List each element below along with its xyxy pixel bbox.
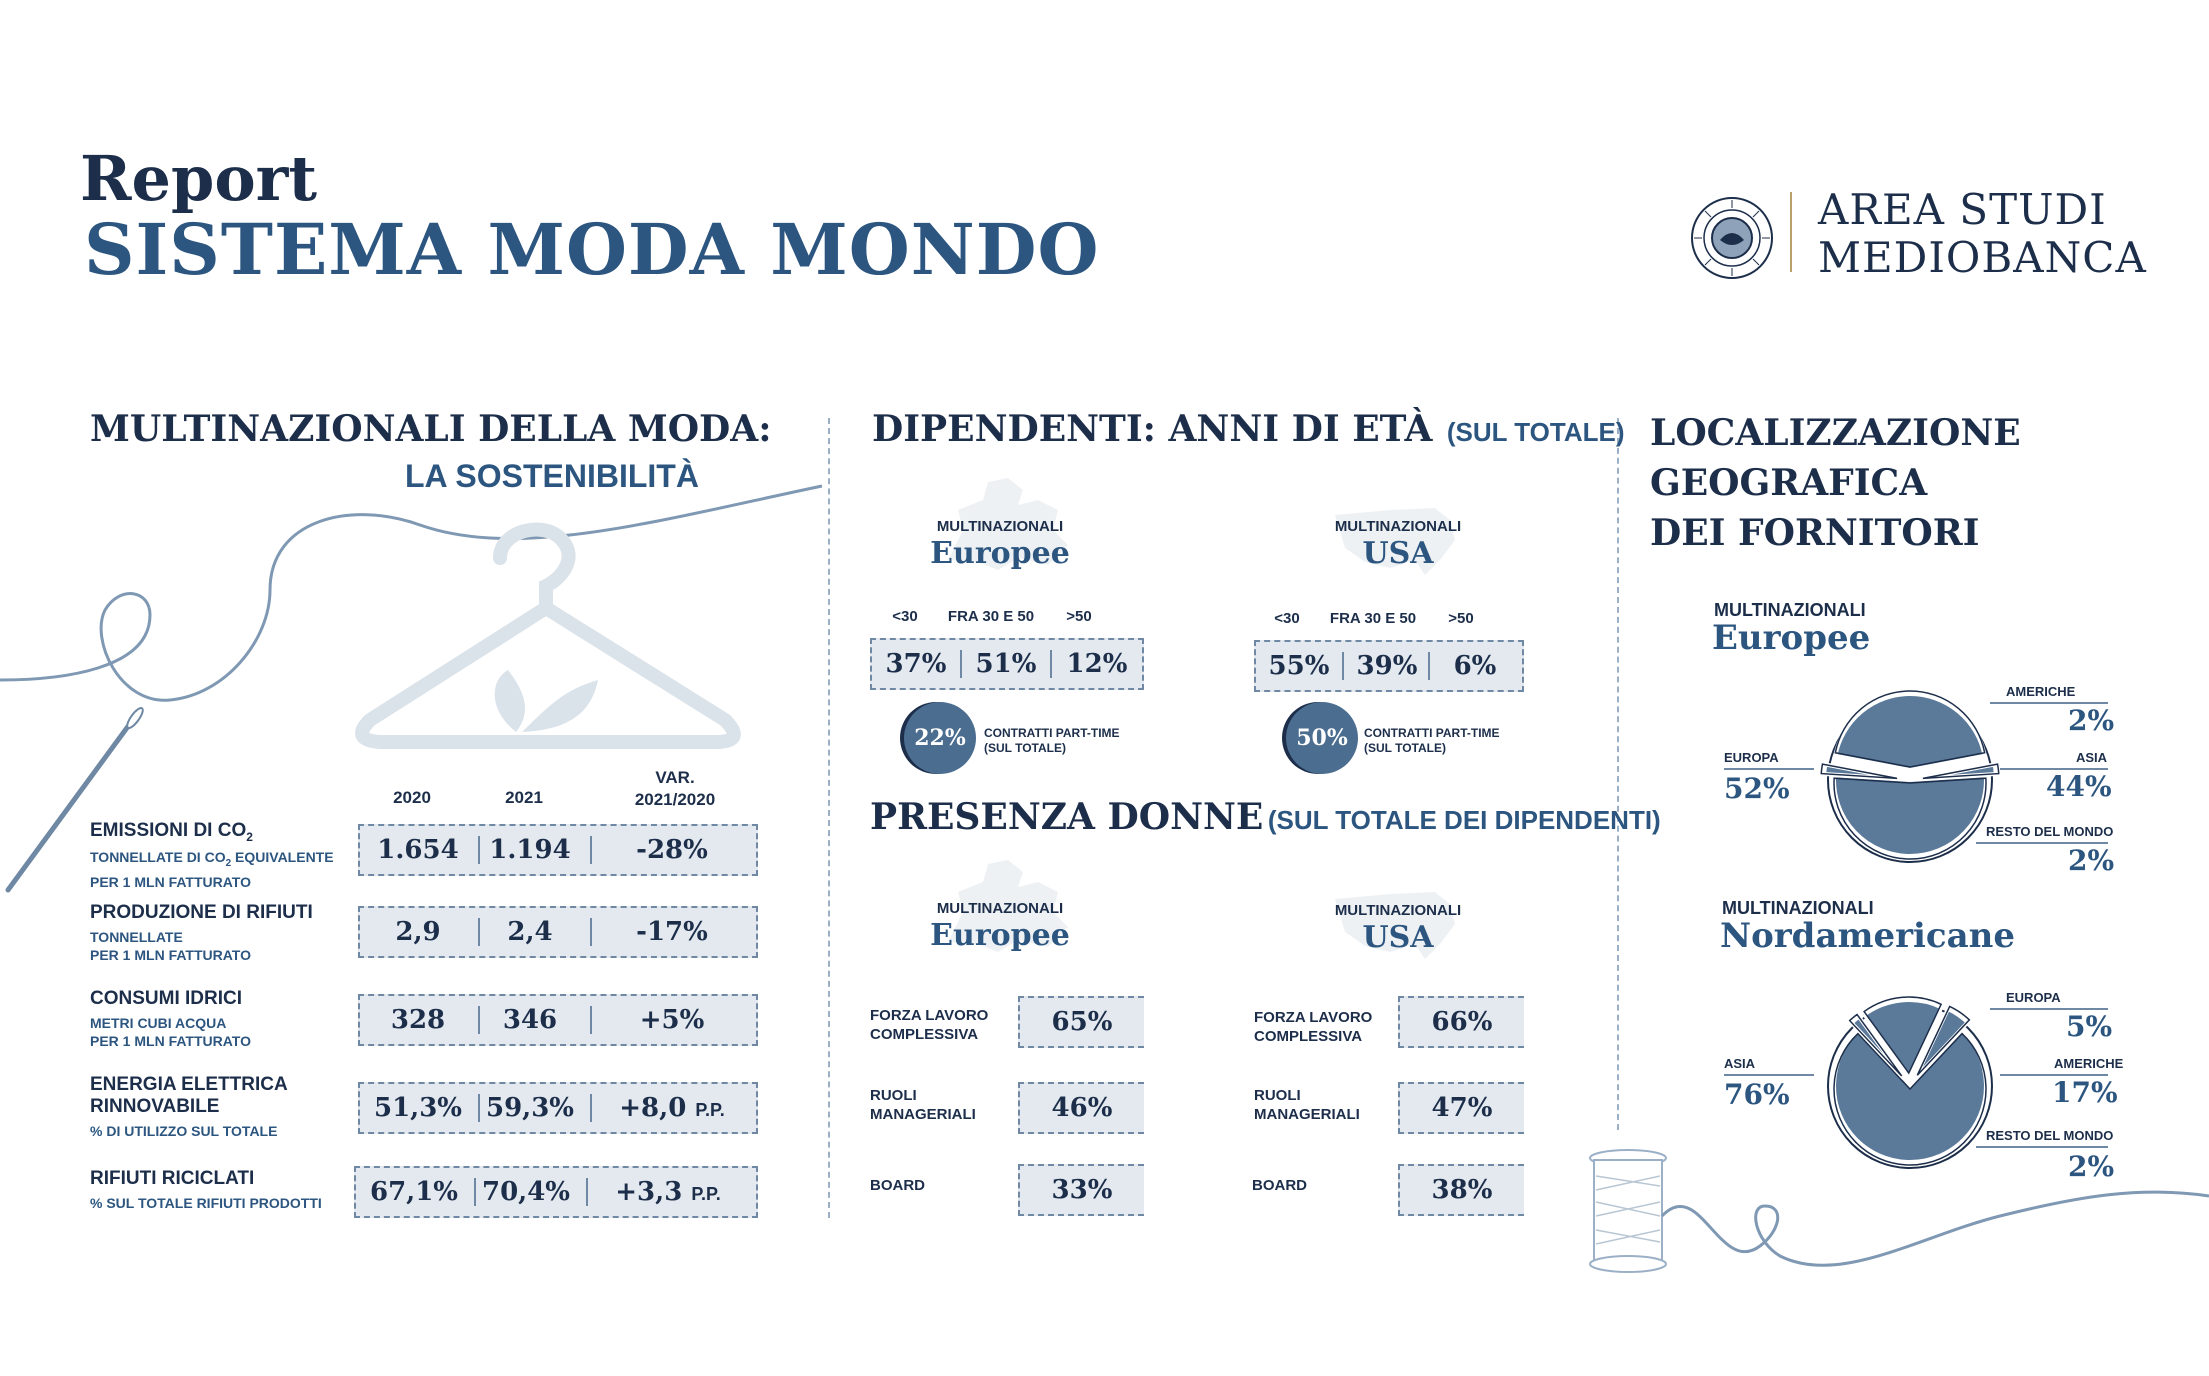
- value-2021: 346: [502, 1005, 558, 1035]
- group-prefix: MULTINAZIONALI: [1334, 518, 1462, 535]
- age-value-box: [870, 638, 1144, 690]
- value-box: [354, 1166, 758, 1218]
- row-label: PRODUZIONE DI RIFIUTI: [90, 902, 313, 923]
- workforce-value: 65%: [1018, 996, 1144, 1048]
- board-label: BOARD: [870, 1177, 925, 1194]
- workforce-value: 66%: [1398, 996, 1524, 1048]
- pie-chart-europee: [1820, 690, 2000, 870]
- brand-line-1: AREA STUDI: [1818, 185, 2107, 234]
- group-prefix: MULTINAZIONALI: [936, 900, 1064, 917]
- col-header-2021: 2021: [505, 788, 543, 807]
- part-time-badge: 50%: [1286, 702, 1358, 774]
- group-region-europe: Europee: [930, 918, 1070, 953]
- col-header-var-line1: VAR.: [655, 768, 695, 787]
- pie1-title: Europee: [1712, 618, 1871, 658]
- pie2-prefix: MULTINAZIONALI: [1722, 898, 1874, 918]
- age-header-gt50: >50: [1066, 608, 1092, 625]
- row-sublabel: TONNELLATE: [90, 929, 183, 945]
- pie1-value-europa: 52%: [1724, 772, 1790, 805]
- mediobanca-seal-icon: [1690, 196, 1774, 280]
- managers-label: RUOLI MANAGERIALI: [1254, 1087, 1360, 1123]
- row-label: ENERGIA ELETTRICA: [90, 1074, 288, 1095]
- table-row: [90, 820, 334, 891]
- pie1-value-americhe: 2%: [2068, 704, 2115, 737]
- pie2-value-americhe: 17%: [2052, 1076, 2118, 1109]
- age-header-mid: FRA 30 E 50: [1329, 610, 1417, 627]
- group-prefix: MULTINAZIONALI: [1334, 902, 1462, 919]
- value-2020: 328: [390, 1005, 446, 1035]
- age-header-mid: FRA 30 E 50: [947, 608, 1035, 625]
- thread-spool-icon: [1580, 1146, 2209, 1286]
- row-sublabel: % SUL TOTALE RIFIUTI PRODOTTI: [90, 1195, 322, 1211]
- pie2-value-europa: 5%: [2066, 1010, 2113, 1043]
- pie1-value-resto: 2%: [2068, 844, 2115, 877]
- value-box: [358, 994, 758, 1046]
- hanger-leaf-icon: [340, 520, 760, 760]
- pie2-value-asia: 76%: [1724, 1078, 1790, 1111]
- sustainability-title: MULTINAZIONALI DELLA MODA:: [90, 408, 772, 450]
- pie-slice-europa: [1834, 775, 1986, 856]
- row-sublabel-2: PER 1 MLN FATTURATO: [90, 947, 251, 963]
- part-time-label: CONTRATTI PART-TIME (SUL TOTALE): [1364, 726, 1500, 755]
- value-var: -28%: [636, 835, 708, 865]
- brand-name: [1818, 186, 2147, 282]
- age-mid: 39%: [1356, 651, 1418, 681]
- pie2-label-americhe: AMERICHE: [2054, 1056, 2124, 1071]
- sustainability-subtitle: LA SOSTENIBILITÀ: [405, 458, 699, 494]
- pie2-label-europa: EUROPA: [2006, 990, 2061, 1005]
- value-2021: 59,3%: [485, 1093, 575, 1123]
- row-sublabel-2: PER 1 MLN FATTURATO: [90, 1033, 251, 1049]
- managers-label: RUOLI MANAGERIALI: [870, 1087, 976, 1123]
- pie1-label-asia: ASIA: [2076, 750, 2108, 765]
- board-value: 33%: [1018, 1164, 1144, 1216]
- age-gt50: 6%: [1453, 651, 1497, 681]
- pie2-label-resto: RESTO DEL MONDO: [1986, 1128, 2114, 1143]
- value-2021: 70,4%: [481, 1177, 571, 1207]
- col-header-2020: 2020: [393, 788, 431, 807]
- value-2020: 2,9: [395, 917, 441, 947]
- value-2020: 1.654: [377, 835, 459, 865]
- group-region-usa: USA: [1362, 536, 1434, 571]
- value-box: [358, 1082, 758, 1134]
- pie1-label-europa: EUROPA: [1724, 750, 1779, 765]
- col-header-var: [615, 767, 735, 811]
- age-header-gt50: >50: [1448, 610, 1474, 627]
- age-header-lt30: <30: [1274, 610, 1300, 627]
- value-var: +8,0 P.P.: [619, 1093, 725, 1123]
- row-sublabel: TONNELLATE DI $CO_2$ EQUIVALENTE: [90, 848, 334, 869]
- women-title: PRESENZA DONNE (SUL TOTALE DEI DIPENDENTI): [870, 796, 1661, 838]
- group-region-usa: USA: [1362, 920, 1434, 955]
- brand-line-2: MEDIOBANCA: [1818, 233, 2147, 282]
- value-var: +5%: [639, 1005, 705, 1035]
- col-header-var-line2: 2021/2020: [634, 790, 716, 809]
- employees-title: DIPENDENTI: ANNI DI ETÀ (SUL TOTALE): [872, 408, 1625, 450]
- pie2-value-resto: 2%: [2068, 1150, 2115, 1183]
- pie1-prefix: MULTINAZIONALI: [1714, 600, 1866, 620]
- part-time-badge: 22%: [904, 702, 976, 774]
- row-sublabel-2: PER 1 MLN FATTURATO: [90, 873, 251, 890]
- pie1-label-americhe: AMERICHE: [2006, 684, 2076, 699]
- age-lt30: 55%: [1268, 651, 1330, 681]
- age-gt50: 12%: [1066, 649, 1128, 679]
- row-sublabel: METRI CUBI ACQUA: [90, 1015, 227, 1031]
- table-row: [90, 1074, 288, 1140]
- part-time-label: CONTRATTI PART-TIME (SUL TOTALE): [984, 726, 1120, 755]
- group-region-europe: Europee: [930, 536, 1070, 571]
- section-divider-2: [1617, 418, 1619, 1130]
- report-label: Report: [80, 142, 317, 215]
- value-box: [358, 906, 758, 958]
- pie1-value-asia: 44%: [2046, 770, 2112, 803]
- row-label: CONSUMI IDRICI: [90, 988, 242, 1009]
- age-header-lt30: <30: [892, 608, 918, 625]
- pie2-title: Nordamericane: [1720, 916, 2015, 956]
- workforce-label: FORZA LAVORO COMPLESSIVA: [1254, 1009, 1373, 1045]
- suppliers-title: LOCALIZZAZIONE GEOGRAFICA DEI FORNITORI: [1650, 412, 2021, 554]
- page-title: SISTEMA MODA MONDO: [84, 208, 1100, 291]
- group-prefix: MULTINAZIONALI: [936, 518, 1064, 535]
- value-var: +3,3 P.P.: [615, 1177, 721, 1207]
- managers-value: 47%: [1398, 1082, 1524, 1134]
- value-var: -17%: [636, 917, 708, 947]
- board-value: 38%: [1398, 1164, 1524, 1216]
- managers-value: 46%: [1018, 1082, 1144, 1134]
- row-sublabel: % DI UTILIZZO SUL TOTALE: [90, 1123, 278, 1139]
- age-mid: 51%: [975, 649, 1037, 679]
- table-row: [90, 902, 313, 964]
- row-label: RIFIUTI RICICLATI: [90, 1168, 255, 1189]
- workforce-label: FORZA LAVORO COMPLESSIVA: [870, 1007, 989, 1043]
- table-row: [90, 988, 251, 1050]
- value-2020: 67,1%: [369, 1177, 459, 1207]
- pie1-label-resto: RESTO DEL MONDO: [1986, 824, 2114, 839]
- row-label: EMISSIONI DI $CO_2$: [90, 820, 253, 844]
- value-2021: 2,4: [507, 917, 553, 947]
- value-2020: 51,3%: [373, 1093, 463, 1123]
- row-label-2: RINNOVABILE: [90, 1096, 220, 1117]
- age-lt30: 37%: [885, 649, 947, 679]
- age-value-box: [1254, 640, 1524, 692]
- pie2-label-asia: ASIA: [1724, 1056, 1756, 1071]
- table-row: [90, 1168, 322, 1212]
- value-2021: 1.194: [489, 835, 571, 865]
- board-label: BOARD: [1252, 1177, 1307, 1194]
- pie-slice-asia: [1835, 694, 1984, 770]
- value-box: [358, 824, 758, 876]
- brand-divider: [1790, 192, 1792, 272]
